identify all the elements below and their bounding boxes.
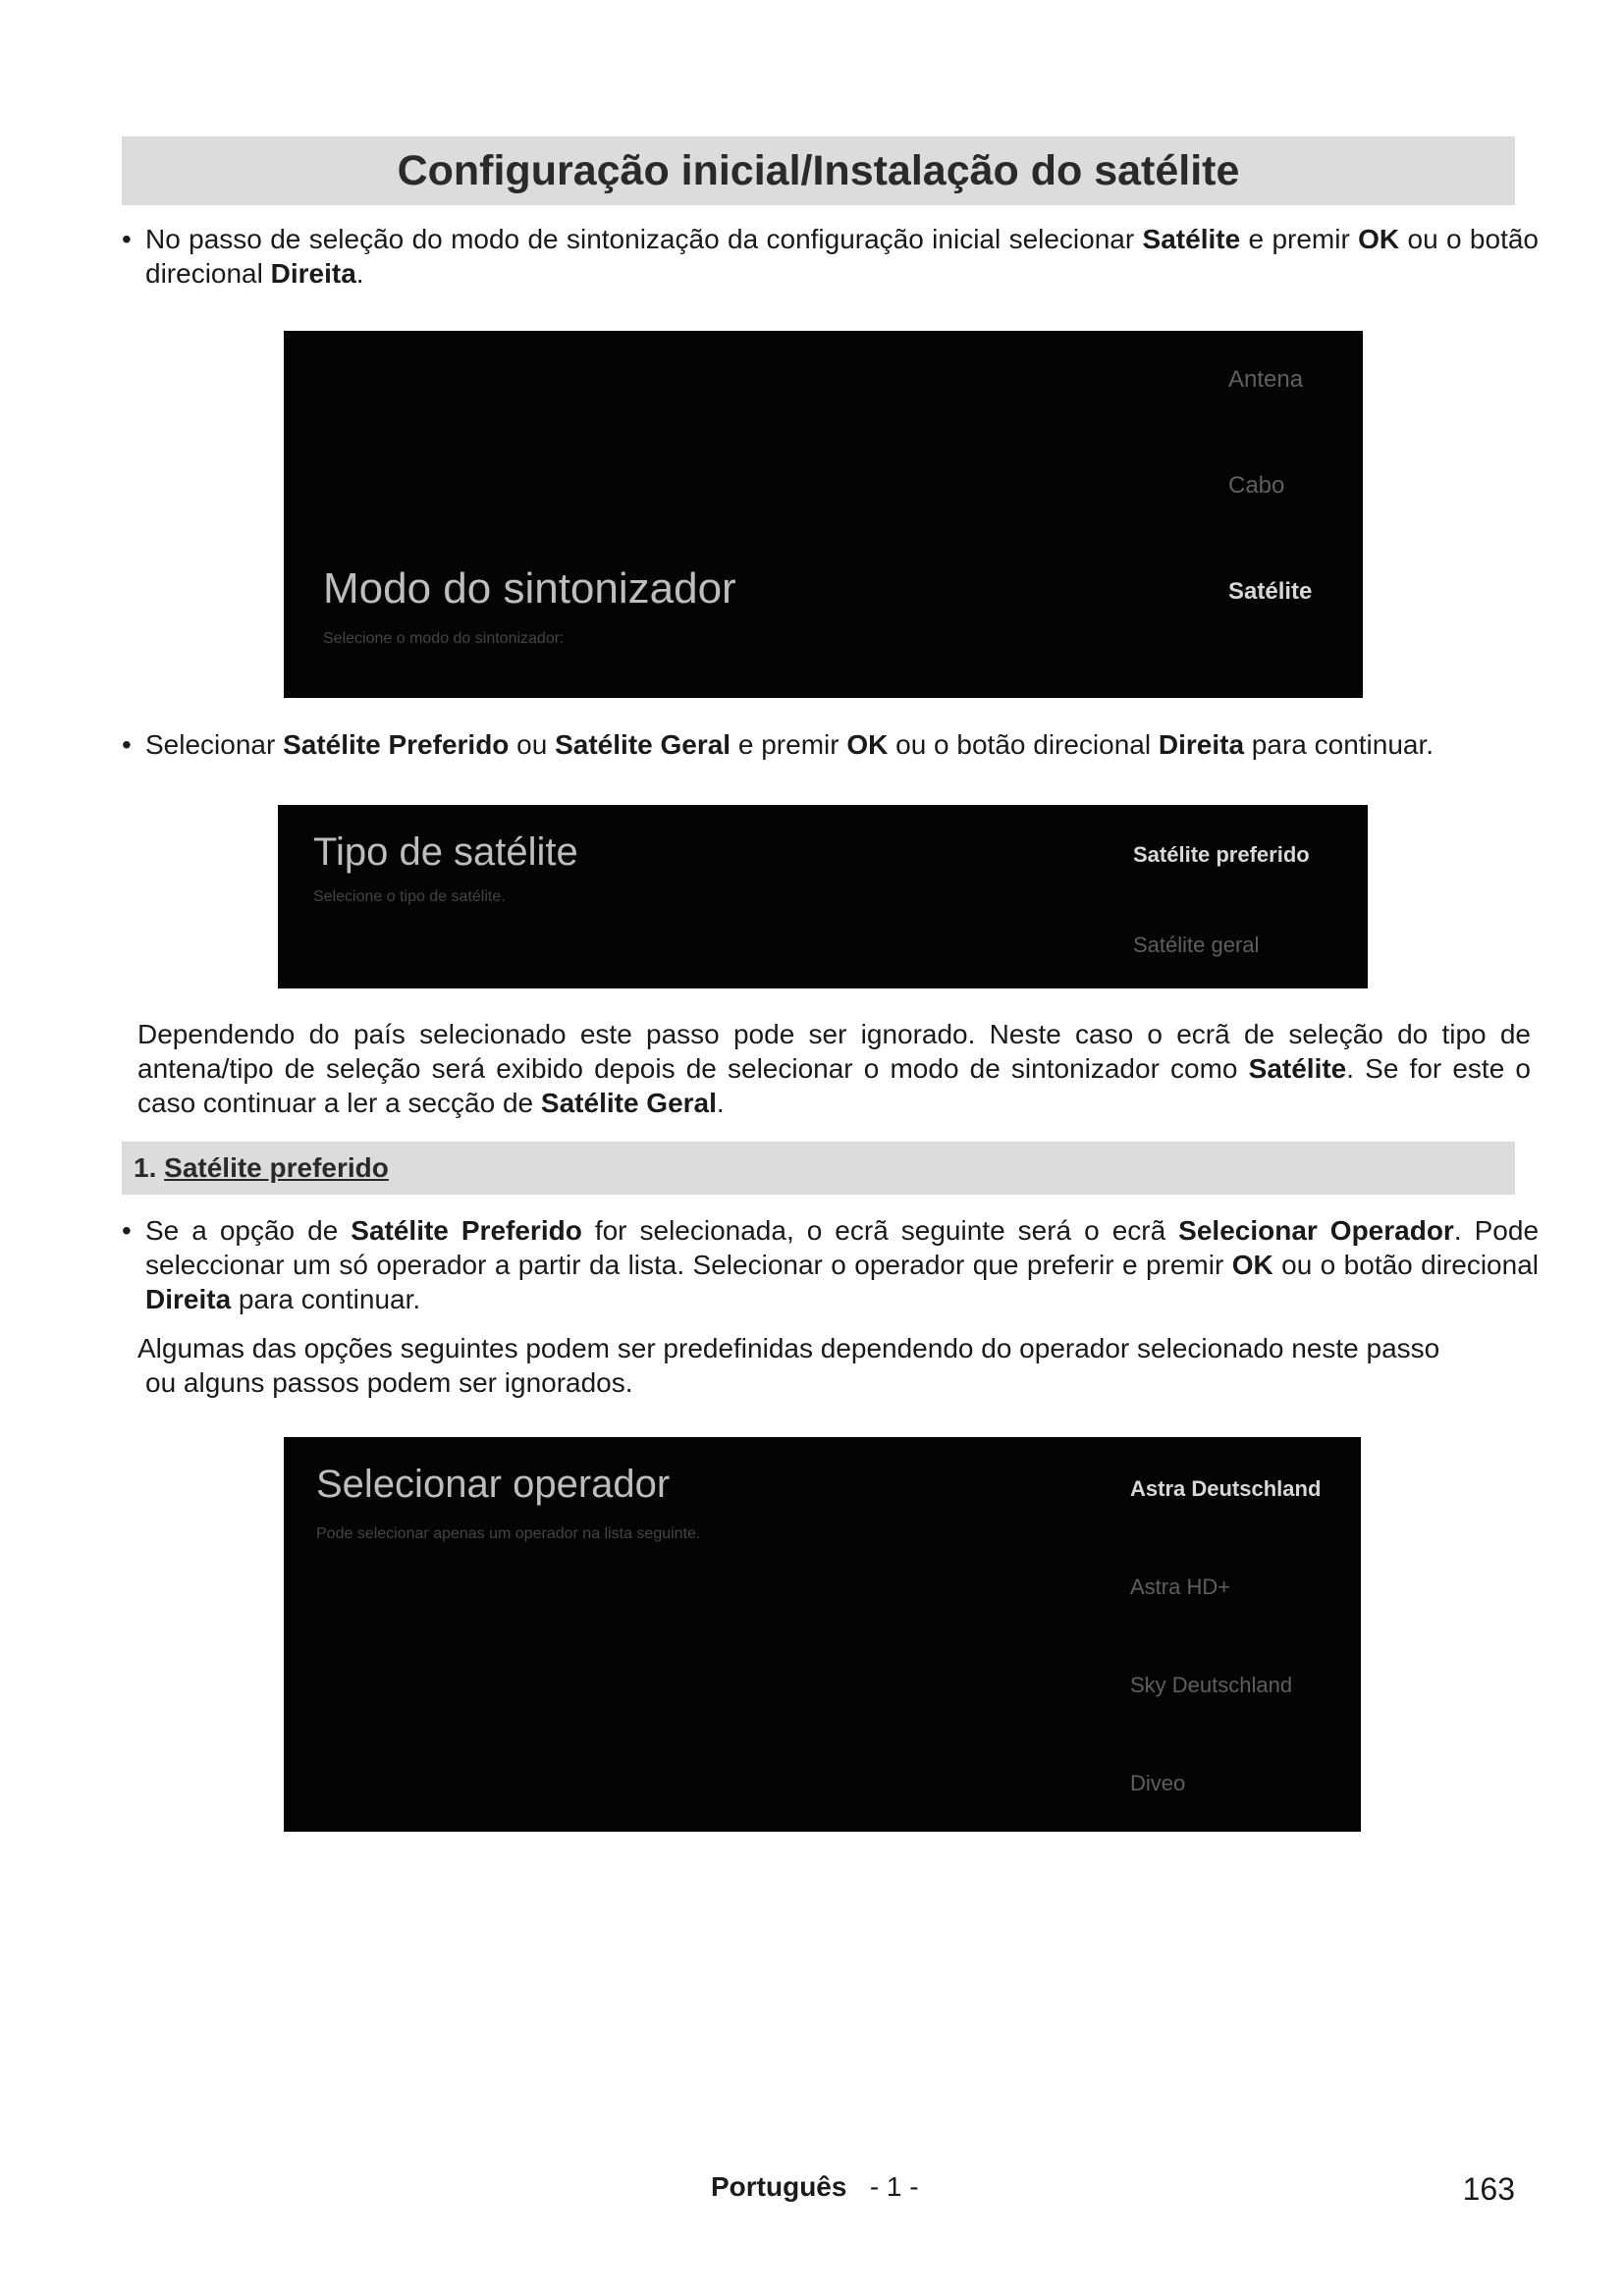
bullet-icon: • xyxy=(122,1215,132,1246)
screen-subtitle: Selecione o tipo de satélite. xyxy=(313,888,506,905)
screen-subtitle: Pode selecionar apenas um operador na lista seguinte. xyxy=(316,1525,701,1542)
screen-title: Tipo de satélite xyxy=(313,830,578,874)
option-cabo[interactable]: Cabo xyxy=(1228,472,1285,499)
paragraph-satellite-type: • Selecionar Satélite Preferido ou Satélite Geral e premir OK ou o botão direcional Direita para continuar. xyxy=(122,729,1435,760)
bullet-icon: • xyxy=(122,729,132,760)
footer-page-number: 163 xyxy=(1462,2171,1515,2207)
section-heading-bar xyxy=(122,1142,1515,1195)
screen-title: Selecionar operador xyxy=(316,1463,671,1506)
option-satelite-geral[interactable]: Satélite geral xyxy=(1133,933,1260,957)
section-heading: 1. Satélite preferido xyxy=(134,1152,389,1183)
paragraph-preferred-satellite: • Se a opção de Satélite Preferido for selecionada, o ecrã seguinte será o ecrã Selecionar Operador. Pode seleccionar um só operador a partir da lista. Selecionar o operador que preferir e premir OK ou o botão direcional Direita para continuar. xyxy=(122,1215,1540,1314)
screen-subtitle: Selecione o modo do sintonizador: xyxy=(323,630,565,647)
satellite-type-screenshot xyxy=(278,805,1368,988)
page-title: Configuração inicial/Instalação do satélite xyxy=(397,146,1240,194)
paragraph-country-note: Dependendo do país selecionado este passo pode ser ignorado. Neste caso o ecrã de seleção do tipo de antena/tipo de seleção será exibido depois de selecionar o modo de sintonizador como Satélite. Se for este o caso continuar a ler a secção de Satélite Geral. xyxy=(137,1019,1531,1118)
option-antena[interactable]: Antena xyxy=(1228,366,1304,393)
paragraph-tuner-step: • No passo de seleção do modo de sintonização da configuração inicial selecionar Satélite e premir OK ou o botão direcional Direita. xyxy=(122,224,1539,289)
footer-language: Português - 1 - xyxy=(711,2171,919,2202)
option-satelite-preferido[interactable]: Satélite preferido xyxy=(1133,842,1310,867)
paragraph-options-note: Algumas das opções seguintes podem ser predefinidas dependendo do operador selecionado neste passo ou alguns passos podem ser ignorados. xyxy=(137,1333,1440,1398)
footer-page-label: - 1 - xyxy=(869,2171,919,2202)
screen-title: Modo do sintonizador xyxy=(323,564,736,613)
option-diveo[interactable]: Diveo xyxy=(1130,1771,1186,1795)
page-title-bar xyxy=(122,136,1515,205)
option-sky-deutschland[interactable]: Sky Deutschland xyxy=(1130,1673,1293,1697)
bullet-icon: • xyxy=(122,224,132,254)
select-operator-screenshot xyxy=(284,1437,1361,1832)
option-astra-hd-plus[interactable]: Astra HD+ xyxy=(1130,1575,1231,1599)
option-satelite[interactable]: Satélite xyxy=(1228,578,1313,605)
option-astra-deutschland[interactable]: Astra Deutschland xyxy=(1130,1476,1322,1501)
tuner-mode-screenshot xyxy=(284,331,1363,698)
